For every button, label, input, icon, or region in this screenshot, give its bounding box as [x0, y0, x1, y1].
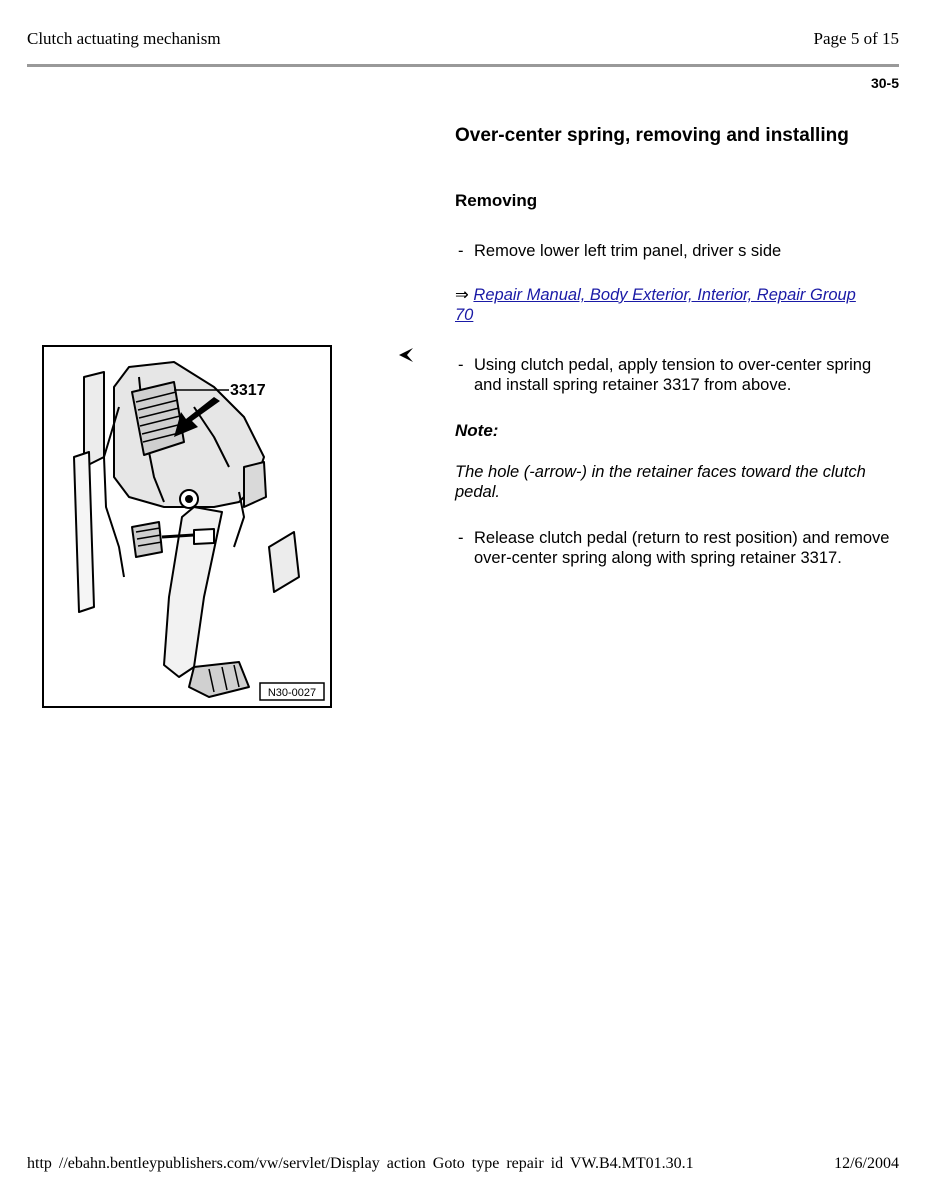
step-text: Release clutch pedal (return to rest position) and remove over-center spring along with spring retainer 3317.: [474, 529, 890, 567]
arrow-right-icon: ⇒: [455, 286, 469, 304]
step-dash: -: [458, 356, 464, 374]
procedure-title: Over-center spring, removing and installing: [455, 125, 849, 146]
clutch-pedal-illustration: [42, 345, 332, 708]
step-dash: -: [458, 529, 464, 547]
footer-date: 12/6/2004: [834, 1155, 899, 1172]
step-text: Remove lower left trim panel, driver s side: [474, 242, 782, 260]
subheading-removing: Removing: [455, 191, 538, 210]
step-text: Using clutch pedal, apply tension to over-center spring and install spring retainer 3317 from above.: [474, 356, 872, 394]
figure-pointer-icon: [398, 347, 416, 363]
repair-manual-link[interactable]: Repair Manual, Body Exterior, Interior, Repair Group 70: [455, 286, 856, 324]
cross-reference: [455, 285, 875, 325]
tool-callout-label: 3317: [230, 382, 266, 399]
note-text: The hole (-arrow-) in the retainer faces toward the clutch pedal.: [455, 463, 866, 501]
clutch-pedal-drawing: [44, 347, 330, 706]
step-item: [455, 528, 900, 568]
note-heading: Note:: [455, 421, 499, 440]
step-item: [455, 355, 900, 395]
header-section-title: Clutch actuating mechanism: [27, 29, 221, 48]
figure-code: N30-0027: [267, 687, 317, 699]
page-number: 30-5: [870, 75, 899, 91]
footer-url: http //ebahn.bentleypublishers.com/vw/servlet/Display action Goto type repair id VW.B4.MT01.30.1: [27, 1155, 694, 1172]
header-page-counter: Page 5 of 15: [813, 29, 899, 48]
procedure-content: [455, 124, 905, 567]
step-item: [455, 241, 900, 261]
step-dash: -: [458, 242, 464, 260]
header-divider: [27, 64, 899, 67]
